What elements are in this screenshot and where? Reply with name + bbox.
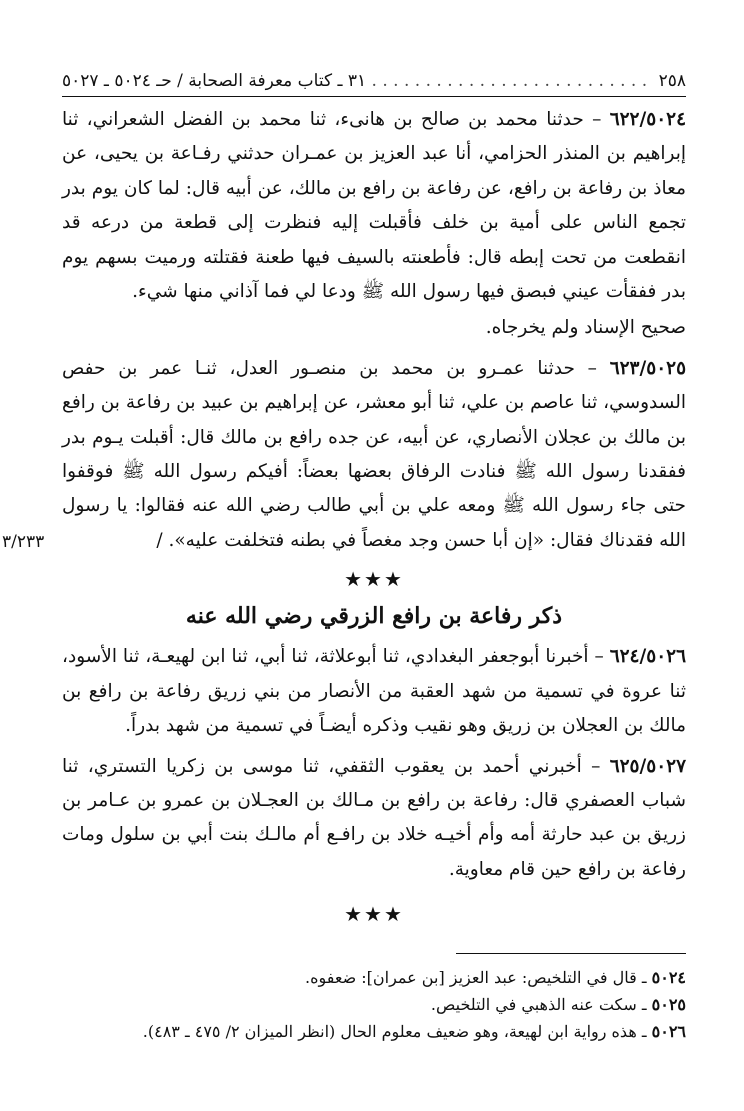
section-divider-stars-end: ★★★	[344, 902, 404, 927]
header-title: ٣١ ـ كتاب معرفة الصحابة / حـ ٥٠٢٤ ـ ٥٠٢٧	[62, 71, 367, 91]
running-header	[62, 66, 686, 96]
header-title-wrap	[62, 66, 659, 96]
margin-volume-reference: ٣/٢٣٣	[2, 532, 45, 553]
hadith-text: – أخبرنا أبوجعفر البغدادي، ثنا أبوعلاثة، ثنا أبي، ثنا ابن لهيعـة، ثنا الأسود، ثنا عروة في تسمية من شهد العقبة من الأنصار من بني زريق رفاعة بن رافع بن مالك بن العجلان بن زريق وهو نقيب وذكره أيضـاً في تسمية من شهد بدراً.	[62, 646, 686, 737]
footnote-number: ٥٠٢٦	[651, 1022, 686, 1042]
hadith-number: ٦٢٣/٥٠٢٥	[609, 357, 686, 379]
hadith-text: – حدثنا محمد بن صالح بن هانىء، ثنا محمد بن الفضل الشعراني، ثنا إبراهيم بن المنذر الحزامي، أنا عبد العزيز بن عمـران حدثني رفـاعة بن يحيى، عن معاذ بن رفاعة بن رافع، عن رفاعة بن رافع بن مالك، عن أبيه قال: لما كان يوم بدر تجمع الناس على أمية بن خلف فأقبلت إليه فنظرت إلى قطعة من درعه قد انقطعت من تحت إبطه قال: فأطعنته بالسيف فيها طعنة فقتلته ورميت بسهم يوم بدر ففقأت عيني فبصق فيها رسول الله ﷺ ودعا لي فما آذاني منها شيء.	[62, 109, 686, 303]
hadith-5025	[62, 352, 686, 558]
hadith-text: – حدثنا عمـرو بن محمد بن منصـور العدل، ثنـا عمر بن حفص السدوسي، ثنا عاصم بن علي، ثنا أبو معشر، عن إبراهيم بن عبيد بن رفاعة بن رافع بن مالك بن عجلان الأنصاري، عن أبيه، عن جده رافع بن مالك قال: أقبلت يـوم بدر ففقدنا رسول الله ﷺ فنادت الرفاق بعضها بعضاً: أفيكم رسول الله ﷺ فوقفوا حتى جاء رسول الله ﷺ ومعه علي بن أبي طالب رضي الله عنه فقالوا: يا رسول الله فقدناك فقال: «إن أبا حسن وجد مغصاً في بطنه فتخلفت عليه». /	[62, 357, 686, 551]
footnote-text: ـ سكت عنه الذهبي في التلخيص.	[430, 995, 652, 1015]
verdict-text: صحيح الإسناد ولم يخرجاه.	[485, 317, 686, 339]
hadith-5024	[62, 103, 686, 309]
footnote-text: ـ هذه رواية ابن لهيعة، وهو ضعيف معلوم الحال (انظر الميزان ٢/ ٤٧٥ ـ ٤٨٣).	[142, 1022, 652, 1042]
footnote-number: ٥٠٢٥	[651, 995, 686, 1015]
header-rule	[62, 96, 686, 97]
hadith-5026	[62, 640, 686, 743]
header-leader-dots: . . . . . . . . . . . . . . . . . . . . . . . . . .	[371, 71, 648, 91]
hadith-number: ٦٢٤/٥٠٢٦	[609, 646, 686, 668]
section-divider-stars: ★★★	[344, 567, 404, 592]
footnote-text: ـ قال في التلخيص: عبد العزيز [بن عمران]: ضعفوه.	[305, 968, 652, 988]
footnote	[62, 991, 686, 1018]
hadith-number: ٦٢٥/٥٠٢٧	[609, 755, 686, 777]
section-title: ذكر رفاعة بن رافع الزرقي رضي الله عنه	[185, 603, 563, 630]
footnote	[62, 1018, 686, 1045]
page-number: ٢٥٨	[658, 71, 686, 91]
footnote	[62, 964, 686, 991]
footnotes	[62, 964, 686, 1045]
hadith-5027	[62, 750, 686, 888]
hadith-number: ٦٢٢/٥٠٢٤	[609, 109, 686, 130]
hadith-5025-wrap	[2, 352, 686, 558]
footnote-number: ٥٠٢٤	[651, 968, 686, 988]
book-page	[2, 66, 686, 1045]
footnote-rule	[456, 953, 686, 954]
hadith-text: – أخبرني أحمد بن يعقوب الثقفي، ثنا موسى بن زكريا التستري، ثنا شباب العصفري قال: رفاعة بن رافع بن مـالك بن العجـلان بن عمرو بن عـامر بن زريق بن عبد حارثة أمه وأم أخيـه خلاد بن رافـع أم مالـك بنت أبي بن سلول ومات رفاعة بن رافع حين قام معاوية.	[62, 755, 686, 880]
